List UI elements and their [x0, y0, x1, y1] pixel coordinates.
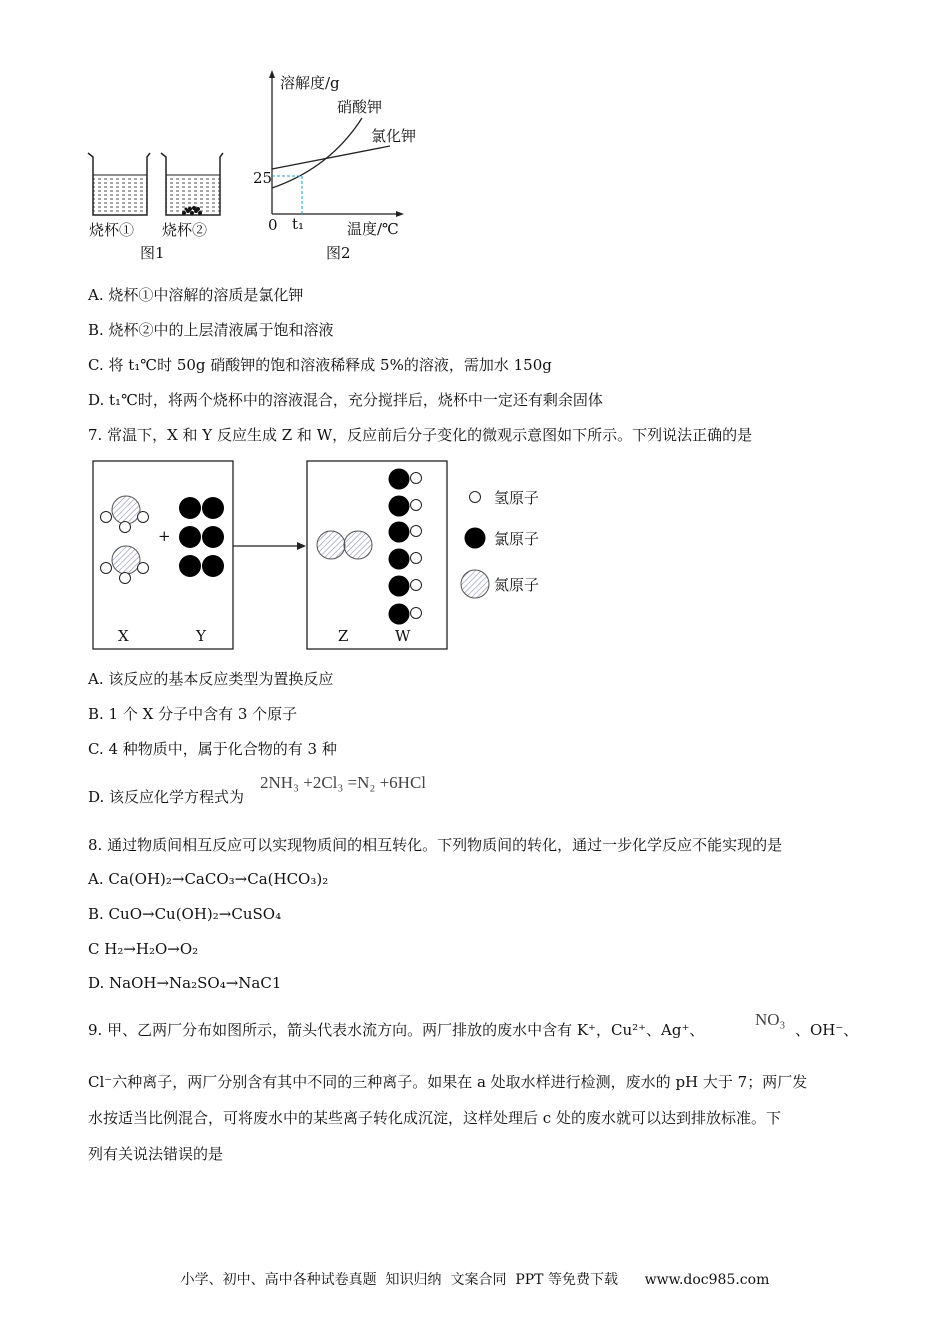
q8-stem: 8. 通过物质间相互反应可以实现物质间的相互转化。下列物质间的转化，通过一步化学反应不能实现的是 [88, 836, 783, 854]
q8-option-b: B. CuO→Cu(OH)₂→CuSO₄ [88, 905, 282, 923]
q7-option-a: A. 该反应的基本反应类型为置换反应 [88, 670, 334, 688]
legend-h-label: 氢原子 [494, 489, 540, 507]
legend-cl-symbol [465, 528, 486, 549]
kno3-label: 硝酸钾 [337, 98, 383, 116]
q9-line-3: 水按适当比例混合，可将废水中的某些离子转化成沉淀，这样处理后 c 处的废水就可以达到排放标准。下 [88, 1109, 781, 1127]
q7-option-d: D. 该反应化学方程式为 [88, 788, 245, 806]
figure-2-caption: 图2 [326, 244, 351, 262]
kcl-curve [272, 146, 390, 169]
y-tick-label: 25 [253, 169, 273, 187]
plus-sign: + [158, 527, 171, 545]
q6-option-d: D. t₁℃时，将两个烧杯中的溶液混合，充分搅拌后，烧杯中一定还有剩余固体 [88, 391, 603, 409]
q9-line-1b: 、OH⁻、 [795, 1021, 859, 1039]
q7-stem: 7. 常温下，X 和 Y 反应生成 Z 和 W，反应前后分子变化的微观示意图如下所示。下列说法正确的是 [88, 426, 753, 444]
y-axis-label: 溶解度/g [280, 74, 340, 92]
q8-option-c: C H₂→H₂O→O₂ [88, 940, 199, 958]
q7-option-b: B. 1 个 X 分子中含有 3 个原子 [88, 705, 298, 723]
q9-line-2: Cl⁻六种离子，两厂分别含有其中不同的三种离子。如果在 a 处取水样进行检测，废水的 pH 大于 7；两厂发 [88, 1073, 808, 1091]
x-molecule-1 [101, 496, 149, 533]
q8-option-a: A. Ca(OH)₂→CaCO₃→Ca(HCO₃)₂ [88, 870, 329, 888]
q7-reaction-diagram [90, 458, 560, 653]
q9-line-1a: 9. 甲、乙两厂分布如图所示，箭头代表水流方向。两厂排放的废水中含有 K⁺，Cu²⁺、Ag⁺、 [88, 1021, 705, 1039]
q6-option-a: A. 烧杯①中溶解的溶质是氯化钾 [88, 286, 304, 304]
origin-label: 0 [268, 216, 278, 234]
beaker-2-label: 烧杯② [162, 221, 208, 239]
q7-equation: 2NH₃ +2Cl₃ =N₂ +6HCl [260, 773, 427, 792]
q9-no3-ion: NO₃ [755, 1010, 786, 1029]
label-z: Z [338, 627, 349, 645]
label-y: Y [196, 627, 206, 645]
figure-1-caption: 图1 [140, 244, 165, 262]
w-molecules [389, 469, 422, 625]
x-molecule-2 [101, 546, 149, 584]
beaker-1 [88, 153, 150, 215]
page-footer: 小学、初中、高中各种试卷真题 知识归纳 文案合同 PPT 等免费下载 www.doc985.com [180, 1272, 770, 1288]
beaker-2 [161, 153, 223, 215]
q9-line-4: 列有关说法错误的是 [88, 1145, 224, 1163]
legend-cl-label: 氯原子 [494, 530, 540, 548]
q6-option-b: B. 烧杯②中的上层清液属于饱和溶液 [88, 321, 334, 339]
z-molecule [317, 531, 372, 559]
q6-option-c: C. 将 t₁℃时 50g 硝酸钾的饱和溶液稀释成 5%的溶液，需加水 150g [88, 356, 552, 374]
x-tick-label: t₁ [292, 215, 305, 233]
x-axis-label: 温度/℃ [347, 220, 399, 238]
legend-n-label: 氮原子 [494, 576, 540, 594]
q8-option-d: D. NaOH→Na₂SO₄→NaC1 [88, 974, 282, 992]
legend-n-symbol [461, 570, 489, 598]
y-molecules [179, 497, 224, 577]
kcl-label: 氯化钾 [371, 127, 417, 145]
kno3-curve [272, 118, 362, 188]
beaker-1-label: 烧杯① [89, 221, 135, 239]
label-x: X [118, 627, 129, 645]
q7-option-c: C. 4 种物质中，属于化合物的有 3 种 [88, 740, 337, 758]
label-w: W [395, 627, 411, 645]
legend-h-symbol [470, 492, 481, 503]
figure-1-beakers [80, 145, 240, 225]
